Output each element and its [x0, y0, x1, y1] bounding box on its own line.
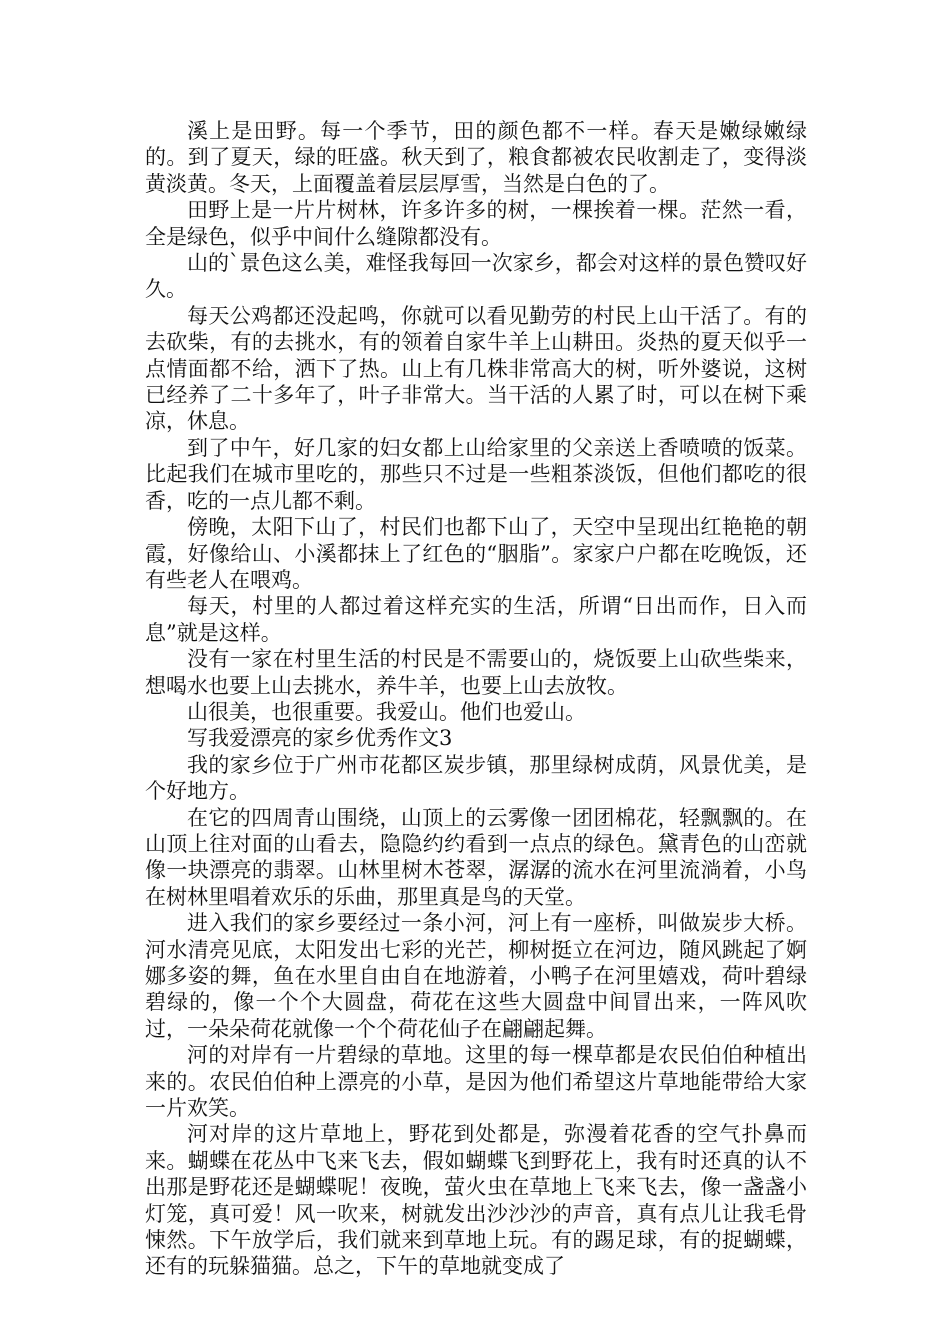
paragraph: 每天，村里的人都过着这样充实的生活，所谓“日出而作，日入而息”就是这样。 [145, 594, 807, 645]
section-heading: 写我爱漂亮的家乡优秀作文3 [187, 726, 453, 751]
paragraph: 每天公鸡都还没起鸣，你就可以看见勤劳的村民上山干活了。有的去砍柴，有的去挑水，有的领着自家牛羊上山耕田。炎热的夏天似乎一点情面都不给，洒下了热。山上有几株非常高大的树，听外婆说，这树已经养了二十多年了，叶子非常大。当干活的人累了时，可以在树下乘凉，休息。 [145, 303, 807, 434]
paragraph: 在它的四周青山围绕，山顶上的云雾像一团团棉花，轻飘飘的。在山顶上往对面的山看去，隐隐约约看到一点点的绿色。黛青色的山峦就像一块漂亮的翡翠。山林里树木苍翠，潺潺的流水在河里流淌着，小鸟在树林里唱着欢乐的乐曲，那里真是鸟的天堂。 [145, 805, 807, 909]
paragraph: 我的家乡位于广州市花都区炭步镇，那里绿树成荫，风景优美，是个好地方。 [145, 752, 807, 804]
paragraph: 没有一家在村里生活的村民是不需要山的，烧饭要上山砍些柴来，想喝水也要上山去挑水，养牛羊，也要上山去放牧。 [145, 647, 807, 698]
paragraph: 进入我们的家乡要经过一条小河，河上有一座桥，叫做炭步大桥。河水清亮见底，太阳发出七彩的光芒，柳树挺立在河边，随风跳起了婀娜多姿的舞，鱼在水里自由自在地游着，小鸭子在河里嬉戏，荷叶碧绿碧绿的，像一个个大圆盘，荷花在这些大圆盘中间冒出来，一阵风吹过，一朵朵荷花就像一个个荷花仙子在翩翩起舞。 [145, 911, 807, 1041]
paragraph: 傍晚，太阳下山了，村民们也都下山了，天空中呈现出红艳艳的朝霞，好像给山、小溪都抹上了红色的“胭脂”。家家户户都在吃晚饭，还有些老人在喂鸡。 [145, 515, 807, 592]
paragraph: 山的`景色这么美，难怪我每回一次家乡，都会对这样的景色赞叹好久。 [145, 251, 807, 302]
paragraph: 溪上是田野。每一个季节，田的颜色都不一样。春天是嫩绿嫩绿的。到了夏天，绿的旺盛。秋天到了，粮食都被农民收割走了，变得淡黄淡黄。冬天，上面覆盖着层层厚雪，当然是白色的了。 [145, 119, 807, 196]
paragraph: 河的对岸有一片碧绿的草地。这里的每一棵草都是农民伯伯种植出来的。农民伯伯种上漂亮的小草，是因为他们希望这片草地能带给大家一片欢笑。 [145, 1043, 807, 1121]
paragraph: 河对岸的这片草地上，野花到处都是，弥漫着花香的空气扑鼻而来。蝴蝶在花丛中飞来飞去，假如蝴蝶飞到野花上，我有时还真的认不出那是野花还是蝴蝶呢！夜晚，萤火虫在草地上飞来飞去，像一盏盏小灯笼，真可爱！风一吹来，树就发出沙沙沙的声音，真有点儿让我毛骨悚然。下午放学后，我们就来到草地上玩。有的踢足球，有的捉蝴蝶，还有的玩躲猫猫。总之，下午的草地就变成了 [145, 1122, 807, 1279]
paragraph: 田野上是一片片树林，许多许多的树，一棵挨着一棵。茫然一看，全是绿色，似乎中间什么缝隙都没有。 [145, 198, 807, 249]
paragraph: 到了中午，好几家的妇女都上山给家里的父亲送上香喷喷的饭菜。比起我们在城市里吃的，那些只不过是一些粗茶淡饭，但他们都吃的很香，吃的一点儿都不剩。 [145, 435, 807, 513]
paragraph: 山很美，也很重要。我爱山。他们也爱山。 [187, 699, 586, 724]
document-body [145, 118, 807, 1280]
